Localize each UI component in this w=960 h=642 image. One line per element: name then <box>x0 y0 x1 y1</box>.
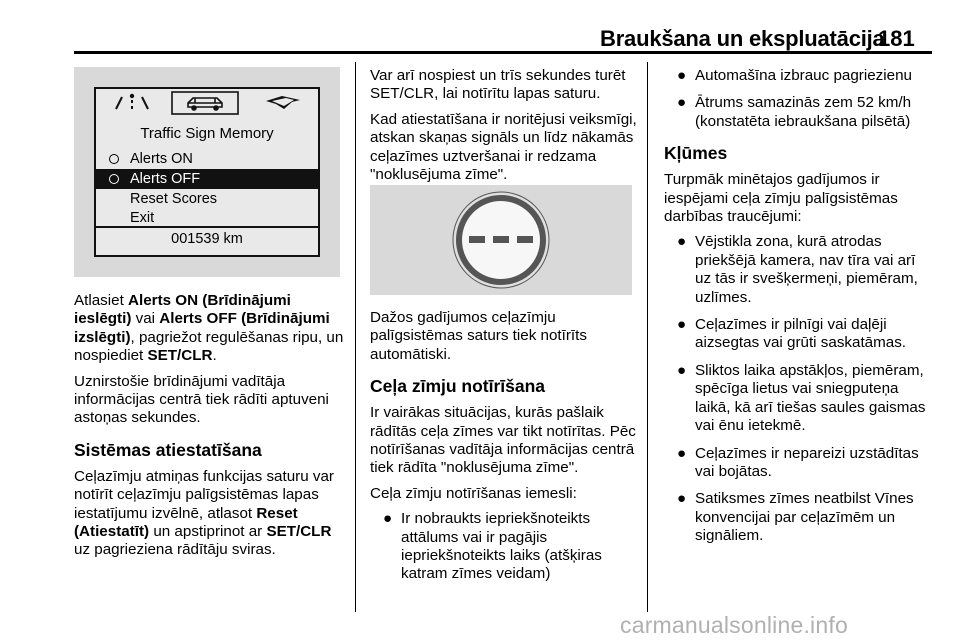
odometer: 001539 km <box>171 231 243 247</box>
paragraph: Kad atiestatīšana ir noritējusi veiksmīgi, atskan skaņas signāls un līdz nākamās ceļazīmes uztveršanai ir redzama "noklusējuma zīme". <box>370 110 637 184</box>
paragraph: Uznirstošie brīdinājumi vadītāja informācijas centrā tiek rādīti aptuveni astoņas sekundes. <box>74 372 329 427</box>
bullet-icon: ● <box>677 444 687 462</box>
section-title: Braukšana un ekspluatācija <box>600 26 885 51</box>
bullet-list <box>674 67 934 131</box>
column-2 <box>370 67 638 583</box>
list-item: ● Ātrums samazinās zem 52 km/h (konstatēta iebraukšana pilsētā) <box>677 94 912 130</box>
driver-info-display <box>94 87 320 257</box>
list-item: ● Ir nobraukts iepriekšnoteikts attālums vai ir pagājis iepriekšnoteikts laiks (atšķiras katram zīmes veidam) <box>383 510 602 583</box>
section-heading: Sistēmas atiestatīšana <box>74 439 262 460</box>
section-heading: Kļūmes <box>664 143 728 164</box>
default-sign-figure <box>370 185 632 295</box>
display-figure <box>74 67 340 277</box>
display-tab-bar <box>96 89 318 117</box>
menu-item-reset-scores[interactable]: Reset Scores <box>130 191 218 207</box>
paragraph: Ir vairākas situācijas, kurās pašlaik rādītās ceļa zīmes var tikt notīrītas. Pēc notīrīšanas vadītāja informācijas centrā tiek rādīta "noklusējuma zīme". <box>370 404 636 477</box>
section-heading: Ceļa zīmju notīrīšana <box>370 376 546 397</box>
list-item: ● Automašīna izbrauc pagriezienu <box>677 67 912 84</box>
paragraph: Ceļa zīmju notīrīšanas iemesli: <box>370 484 577 502</box>
radio-icon <box>109 174 119 184</box>
column-2-lower <box>370 309 638 593</box>
bullet-icon: ● <box>383 510 393 528</box>
road-lane-icon <box>116 95 148 109</box>
list-item: ● Ceļazīmes ir nepareizi uzstādītas vai bojātas. <box>677 444 919 480</box>
bullet-icon: ● <box>677 67 687 84</box>
car-icon <box>188 98 222 110</box>
header-rule <box>74 51 932 54</box>
list-item: ● Ceļazīmes ir pilnīgi vai daļēji aizsegtas vai grūti saskatāmas. <box>677 316 907 352</box>
column-divider <box>355 62 356 612</box>
watermark: carmanualsonline.info <box>620 612 848 638</box>
list-item: ● Satiksmes zīmes neatbilst Vīnes konvencijai par ceļazīmēm un signāliem. <box>677 490 914 545</box>
default-sign-icon <box>370 185 632 295</box>
list-item: ● Sliktos laika apstākļos, piemēram, spēcīga lietus vai sniegputeņa laikā, kā arī tiešas saules gaismas vai ēnu ietekmē. <box>677 361 926 435</box>
list-item: ● Vējstikla zona, kurā atrodas priekšējā kamera, nav tīra vai arī uz tās ir svešķermeņi, piemēram, uzlīmes. <box>677 233 918 306</box>
display-divider <box>96 226 318 228</box>
column-divider <box>647 62 648 612</box>
bullet-icon: ● <box>677 94 687 112</box>
page-number: 181 <box>878 26 915 51</box>
menu-item-exit[interactable]: Exit <box>130 210 155 226</box>
bullet-icon: ● <box>677 316 687 334</box>
bullet-icon: ● <box>677 361 687 379</box>
paragraph: Atlasiet Alerts ON (Brīdinājumi ieslēgti) vai Alerts OFF (Brīdinājumi izslēgti), pagriežot regulēšanas ripu, un nospiediet SET/CLR. <box>74 292 344 365</box>
column-3 <box>664 67 934 555</box>
bullet-list <box>674 233 934 545</box>
paragraph: Dažos gadījumos ceļazīmju palīgsistēmas saturs tiek notīrīts automātiski. <box>370 309 587 363</box>
paragraph: Var arī nospiest un trīs sekundes turēt SET/CLR, lai notīrītu lapas saturu. <box>370 67 626 103</box>
radio-icon <box>109 154 119 164</box>
bullet-icon: ● <box>677 233 687 251</box>
road-sign-icon <box>266 96 300 109</box>
paragraph: Turpmāk minētajos gadījumos ir iespējami ceļa zīmju palīgsistēmas darbības traucējumi: <box>664 171 898 226</box>
menu-item-alerts-on[interactable]: Alerts ON <box>96 149 318 169</box>
paragraph: Ceļazīmju atmiņas funkcijas saturu var notīrīt ceļazīmju palīgsistēmas lapas iestatījumu izvēlnē, atlasot Reset (Atiestatīt) un apstiprinot ar SET/CLR uz pagrieziena rādītāju sviras. <box>74 467 334 559</box>
bullet-list <box>380 510 638 584</box>
menu-item-alerts-off[interactable]: Alerts OFF <box>96 169 318 189</box>
column-1 <box>74 292 346 567</box>
menu-title: Traffic Sign Memory <box>140 125 274 142</box>
bullet-icon: ● <box>677 490 687 508</box>
